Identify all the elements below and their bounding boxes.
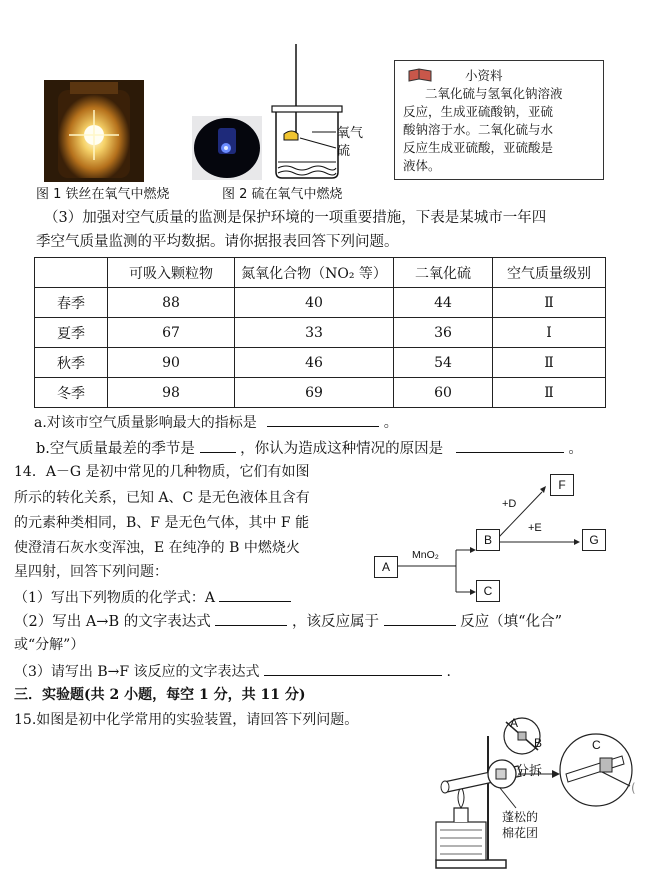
- info-line: 反应生成亚硫酸，亚硫酸是: [403, 140, 554, 155]
- figure-2-apparatus: [262, 44, 372, 182]
- answer-blank-expression-bf[interactable]: [264, 660, 442, 676]
- answer-blank-b2[interactable]: [456, 437, 564, 453]
- table-header-cell: [35, 258, 108, 288]
- q14-sub2-mid: ，该反应属于: [291, 614, 379, 630]
- table-cell: 69: [235, 378, 394, 408]
- label-oxygen: 氧气: [337, 126, 364, 141]
- table-cell: 60: [394, 378, 493, 408]
- table-cell: 夏季: [35, 318, 108, 348]
- table-cell: 98: [108, 378, 235, 408]
- q3-part-a-text: a.对该市空气质量影响最大的指标是: [34, 415, 257, 431]
- q14-line: 所示的转化关系，已知 A、C 是无色液体且含有: [14, 490, 310, 506]
- q15-text: 15.如图是初中化学常用的实验装置，请回答下列问题。: [14, 712, 359, 728]
- q3-part-a: [34, 411, 398, 433]
- table-cell: 春季: [35, 288, 108, 318]
- table-cell: 40: [235, 288, 394, 318]
- q3-part-b-text: b.空气质量最差的季节是: [36, 441, 195, 457]
- table-cell: Ⅱ: [493, 348, 606, 378]
- q14-line: 14．A－G 是初中常见的几种物质，它们有如图: [14, 464, 310, 480]
- q15-apparatus: [426, 712, 646, 872]
- table-header-cell: 空气质量级别: [493, 258, 606, 288]
- q14-line: 星四射，回答下列问题：: [14, 564, 168, 580]
- table-header-cell: 可吸入颗粒物: [108, 258, 235, 288]
- node-c: C: [476, 580, 500, 602]
- info-box: [394, 60, 604, 180]
- air-quality-table: [34, 257, 606, 408]
- table-cell: Ⅱ: [493, 288, 606, 318]
- table-cell: 90: [108, 348, 235, 378]
- label-plus-d: +D: [502, 498, 517, 510]
- conversion-diagram: [370, 470, 615, 610]
- info-line: 酸钠溶于水。二氧化硫与水: [403, 122, 554, 137]
- label-mno2: MnO₂: [412, 549, 439, 561]
- answer-blank-expression-ab[interactable]: [215, 610, 287, 626]
- table-row: [35, 318, 606, 348]
- table-cell: 冬季: [35, 378, 108, 408]
- table-cell: 36: [394, 318, 493, 348]
- figure-2-photo: [192, 116, 262, 180]
- table-cell: 46: [235, 348, 394, 378]
- info-line: 反应，生成亚硫酸钠，亚硫: [403, 104, 554, 119]
- table-cell: 44: [394, 288, 493, 318]
- q14-sub3-end: .: [446, 664, 451, 680]
- label-sulfur: 硫: [337, 144, 351, 159]
- answer-blank-reaction-type[interactable]: [384, 610, 456, 626]
- node-g: G: [582, 529, 606, 551]
- table-header-cell: 氮氧化合物（NO₂ 等）: [235, 258, 394, 288]
- table-cell: 67: [108, 318, 235, 348]
- q14-sub2-end: 反应（填“化合”: [460, 614, 562, 630]
- answer-blank-b1[interactable]: [200, 437, 236, 453]
- q14-sub2-text: （2）写出 A→B 的文字表达式: [14, 614, 211, 630]
- info-line: 二氧化硫与氢氧化钠溶液: [425, 86, 563, 101]
- q14-sub3: [14, 660, 451, 682]
- book-icon: [407, 67, 433, 83]
- svg-text:(: (: [631, 781, 636, 795]
- node-a: A: [374, 556, 398, 578]
- label-plus-e: +E: [528, 522, 542, 534]
- q15-label-a: A: [510, 716, 519, 730]
- q14-line: 使澄清石灰水变浑浊，E 在纯净的 B 中燃烧火: [14, 540, 300, 556]
- table-cell: Ⅱ: [493, 378, 606, 408]
- q14-line: 的元素种类相同，B、F 是无色气体，其中 F 能: [14, 515, 310, 531]
- node-b: B: [476, 529, 500, 551]
- figure-2-caption: 图 2 硫在氧气中燃烧: [222, 187, 343, 202]
- q14-sub3-text: （3）请写出 B→F 该反应的文字表达式: [14, 664, 260, 680]
- q14-sub2-line2: 或“分解”）: [14, 637, 85, 653]
- table-header-cell: 二氧化硫: [394, 258, 493, 288]
- q15-label-c: C: [592, 738, 601, 752]
- q15-label-split: 分拆: [516, 764, 543, 779]
- info-box-title: 小资料: [465, 68, 503, 83]
- q3-part-a-end: 。: [383, 415, 398, 431]
- answer-blank-formula-a[interactable]: [219, 586, 291, 602]
- q3-part-b-mid: ，你认为造成这种情况的原因是: [240, 441, 444, 457]
- q15-label-cotton-1: 蓬松的: [502, 810, 539, 824]
- table-cell: 54: [394, 348, 493, 378]
- answer-blank-a[interactable]: [267, 411, 379, 427]
- q3-part-b: [36, 437, 583, 459]
- table-cell: 33: [235, 318, 394, 348]
- table-cell: 秋季: [35, 348, 108, 378]
- table-row: [35, 348, 606, 378]
- table-row: [35, 288, 606, 318]
- figure-1-caption: 图 1 铁丝在氧气中燃烧: [36, 187, 170, 202]
- table-cell: Ⅰ: [493, 318, 606, 348]
- q3-intro-line2: 季空气质量监测的平均数据。请你据报表回答下列问题。: [36, 234, 399, 250]
- q15-label-cotton-2: 棉花团: [502, 826, 539, 840]
- node-f: F: [550, 474, 574, 496]
- q14-sub1: [14, 586, 291, 608]
- q14-sub1-text: （1）写出下列物质的化学式：A: [14, 590, 216, 606]
- table-header-row: [35, 258, 606, 288]
- q15-label-b: B: [534, 736, 543, 750]
- figure-1-image: [44, 80, 144, 182]
- q14-sub2: [14, 610, 562, 632]
- q3-intro-line1: （3）加强对空气质量的监测是保护环境的一项重要措施，下表是某城市一年四: [44, 210, 547, 226]
- info-line: 液体。: [403, 158, 441, 173]
- table-row: [35, 378, 606, 408]
- table-cell: 88: [108, 288, 235, 318]
- q3-part-b-end: 。: [568, 441, 583, 457]
- section-3-title: 三．实验题(共 2 小题，每空 1 分，共 11 分): [14, 687, 306, 703]
